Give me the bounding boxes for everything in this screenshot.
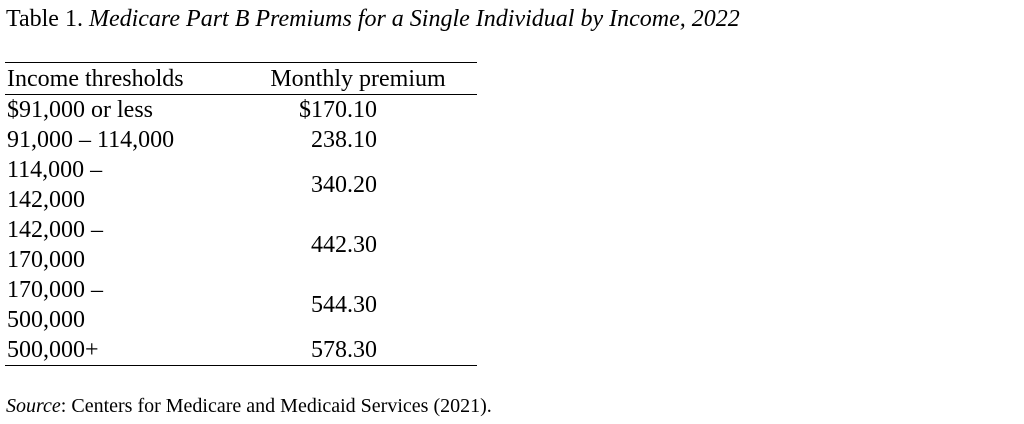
table-number: Table 1. xyxy=(6,6,83,32)
source-label: Source xyxy=(6,395,61,417)
table-row xyxy=(5,155,477,215)
premiums-table xyxy=(5,62,477,366)
premiums-table-container xyxy=(5,62,477,366)
premium-cell: 544.30 xyxy=(311,292,377,318)
premium-cell: 238.10 xyxy=(311,127,377,153)
table-row xyxy=(5,95,477,126)
income-cell xyxy=(5,155,239,215)
premium-cell: 340.20 xyxy=(311,172,377,198)
table-row xyxy=(5,215,477,275)
premium-cell: $170.10 xyxy=(299,97,377,123)
table-row xyxy=(5,275,477,335)
table-row xyxy=(5,335,477,366)
income-value: 170,000 – 500,000 xyxy=(7,277,103,333)
income-cell xyxy=(5,125,239,155)
table-header-row xyxy=(5,63,477,95)
premium-cell: 442.30 xyxy=(311,232,377,258)
income-value: 91,000 – 114,000 xyxy=(7,127,175,153)
income-value: $91,000 or less xyxy=(7,97,153,123)
income-cell xyxy=(5,275,239,335)
income-value: 500,000+ xyxy=(7,337,99,363)
source-separator: : xyxy=(60,395,67,417)
source-text: Centers for Medicare and Medicaid Services (2021). xyxy=(71,395,492,417)
header-income-thresholds: Income thresholds xyxy=(5,63,239,95)
header-monthly-premium: Monthly premium xyxy=(239,63,477,95)
table-caption xyxy=(6,4,740,34)
premium-cell: 578.30 xyxy=(239,335,477,366)
source-note xyxy=(6,394,492,418)
income-value: 142,000 – 170,000 xyxy=(7,217,103,273)
income-cell xyxy=(5,215,239,275)
income-cell xyxy=(5,335,239,366)
income-value: 114,000 – 142,000 xyxy=(7,157,103,213)
table-title: Medicare Part B Premiums for a Single Individual by Income, 2022 xyxy=(88,6,740,32)
table-row xyxy=(5,125,477,155)
income-cell xyxy=(5,95,239,126)
